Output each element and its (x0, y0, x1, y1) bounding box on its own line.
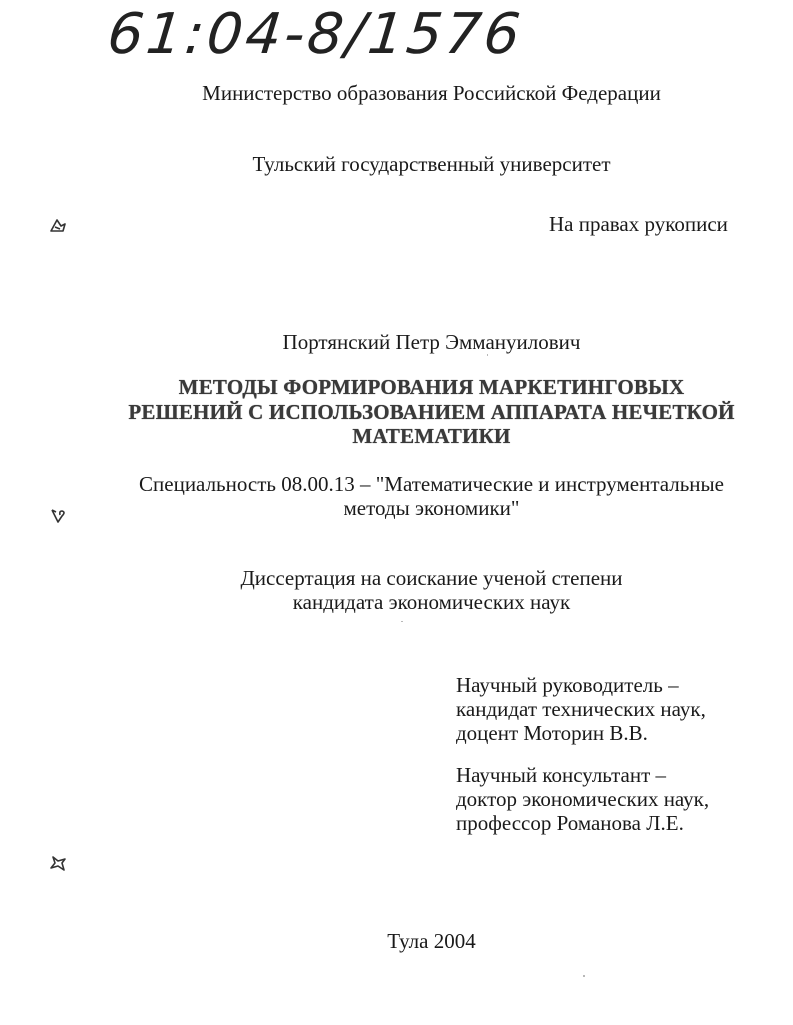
stamp-mark-icon (48, 216, 68, 236)
university-name: Тульский государственный университет (252, 152, 611, 176)
scan-speck (401, 621, 403, 622)
scan-speck (583, 975, 585, 977)
specialty-line: Специальность 08.00.13 – "Математические и инструментальные (139, 472, 724, 496)
supervisor-line: кандидат технических наук, (456, 697, 706, 721)
stamp-mark-icon (48, 506, 68, 526)
title-line: МАТЕМАТИКИ (352, 424, 511, 448)
consultant-line: доктор экономических наук, (456, 787, 710, 811)
city-year: Тула 2004 (387, 929, 476, 953)
handwritten-archive-code: 61:04-8/1576 (104, 2, 527, 67)
consultant-line: Научный консультант – (456, 763, 666, 787)
stamp-mark-icon (48, 854, 68, 874)
author-name: Портянский Петр Эммануилович (282, 330, 581, 354)
title-line: РЕШЕНИЙ С ИСПОЛЬЗОВАНИЕМ АППАРАТА НЕЧЕТКОЙ (128, 400, 735, 424)
degree-line: Диссертация на соискание ученой степени (240, 566, 623, 590)
specialty-line: методы экономики" (343, 496, 520, 520)
manuscript-rights-label: На правах рукописи (549, 212, 728, 236)
title-line: МЕТОДЫ ФОРМИРОВАНИЯ МАРКЕТИНГОВЫХ (178, 375, 685, 399)
supervisor-line: доцент Моторин В.В. (456, 721, 648, 745)
ministry-name: Министерство образования Российской Федерации (202, 81, 661, 105)
degree-line: кандидата экономических наук (292, 590, 571, 614)
scan-speck (487, 354, 488, 356)
supervisor-line: Научный руководитель – (456, 673, 679, 697)
consultant-line: профессор Романова Л.Е. (456, 811, 684, 835)
